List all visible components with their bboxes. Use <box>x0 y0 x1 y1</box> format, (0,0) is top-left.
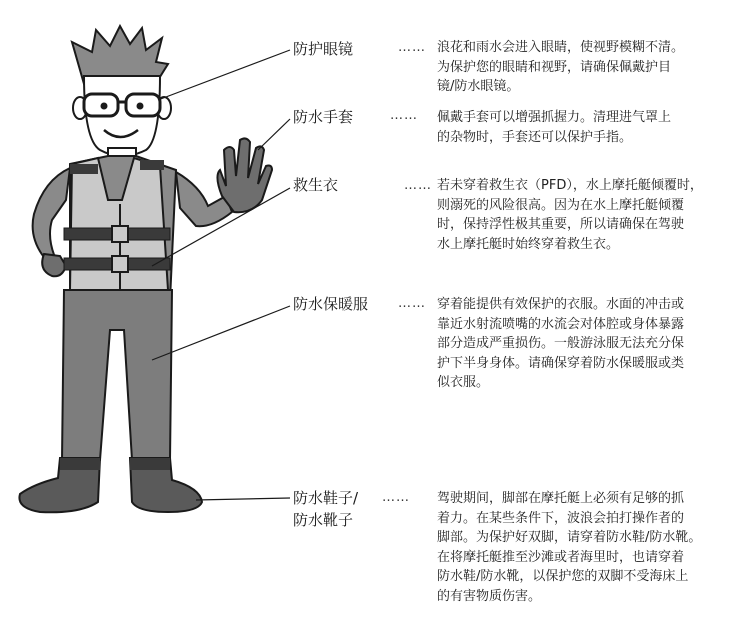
label-goggles: 防护眼镜 <box>293 40 354 58</box>
dotted-leader: …… <box>398 40 426 55</box>
desc-boots: 驾驶期间，脚部在摩托艇上必须有足够的抓 着力。在某些条件下，波浪会拍打操作者的 脚部。为保护好双脚，请穿着防水鞋/防水靴。 在将摩托艇推至沙滩或者海里时，也请穿着 防水鞋/防水靴，以保护您的双脚不受海床上 的有害物质伤害。 <box>437 491 702 604</box>
dotted-leader: …… <box>382 490 410 505</box>
dotted-leader: …… <box>398 296 426 311</box>
dotted-leader: …… <box>404 178 432 193</box>
label-boots: 防水鞋子/ 防水靴子 <box>293 489 359 529</box>
desc-goggles: 浪花和雨水会进入眼睛，使视野模糊不清。 为保护您的眼睛和视野，请确保佩戴护目 镜/防水眼镜。 <box>437 40 685 94</box>
desc-gloves: 佩戴手套可以增强抓握力。清理进气罩上 的杂物时，手套还可以保护手指。 <box>437 110 672 145</box>
wetsuit-pants <box>62 290 172 470</box>
person-illustration <box>0 0 290 627</box>
label-life-vest: 救生衣 <box>293 176 339 194</box>
waving-glove-icon <box>217 138 272 212</box>
label-wetsuit: 防水保暖服 <box>293 295 369 313</box>
left-glove <box>42 254 66 276</box>
left-arm <box>33 168 70 264</box>
desc-life-vest: 若未穿着救生衣（PFD），水上摩托艇倾覆时， 则溺死的风险很高。因为在水上摩托艇倾覆 时，保持浮性极其重要，所以请确保在驾驶 水上摩托艇时始终穿着救生衣。 <box>437 178 703 252</box>
label-gloves: 防水手套 <box>293 108 354 126</box>
water-boots-icon <box>19 458 202 512</box>
desc-wetsuit: 穿着能提供有效保护的衣服。水面的冲击或 靠近水射流喷嘴的水流会对体腔或身体暴露 部分造成严重损伤。一般游泳服无法充分保 护下半身身体。请确保穿着防水保暖服或类 似衣服。 <box>437 297 685 390</box>
dotted-leader: …… <box>390 108 418 123</box>
